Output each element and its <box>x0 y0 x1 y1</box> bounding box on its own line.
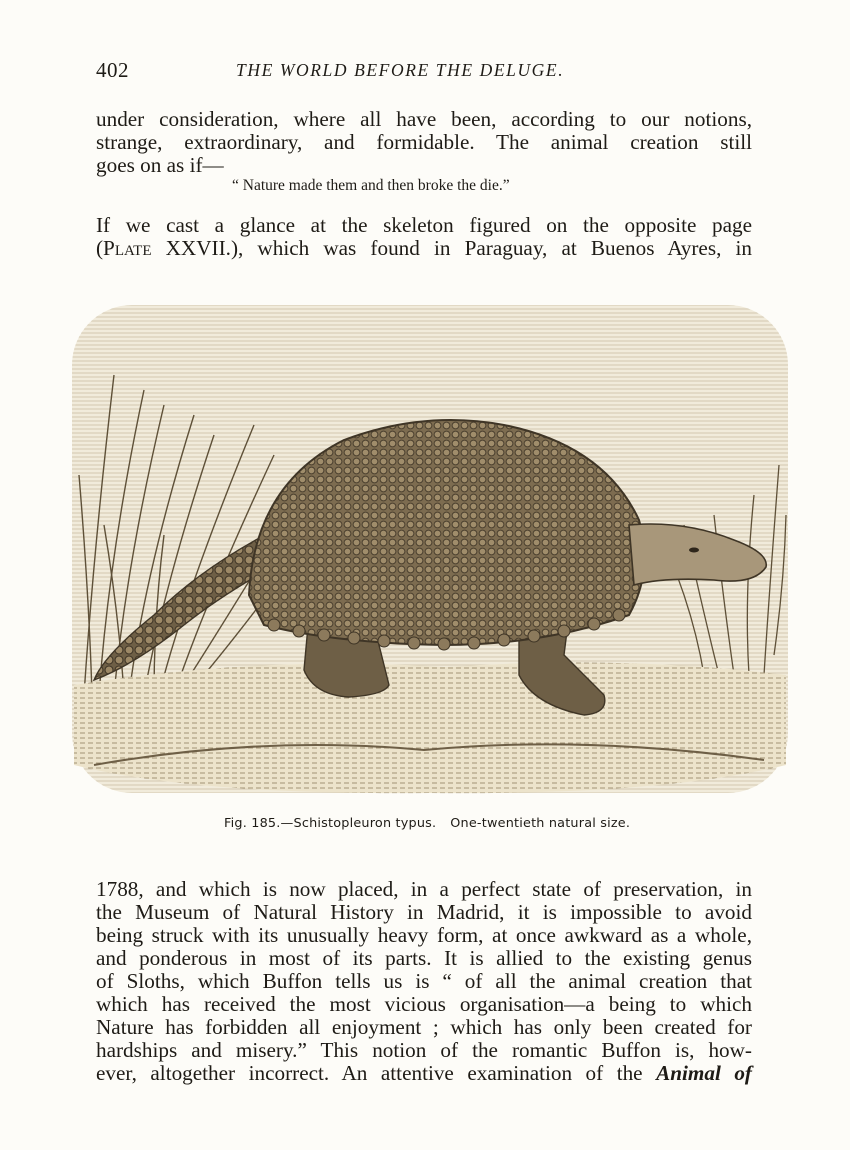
text-line: Nature has forbidden all enjoyment ; which has only been created for <box>96 1015 752 1039</box>
text-line: under consideration, where all have been, according to our notions, <box>96 107 752 131</box>
text-line: and ponderous in most of its parts. It is allied to the existing genus <box>96 946 752 970</box>
text-fragment: ever, altogether incorrect. An attentive examination of the <box>96 1061 643 1085</box>
running-head <box>96 58 752 86</box>
text-line: of Sloths, which Buffon tells us is “ of all the animal creation that <box>96 969 752 993</box>
catchword: Animal of <box>656 1061 752 1085</box>
ground <box>74 663 786 794</box>
text-line: being struck with its unusually heavy form, at once awkward as a whole, <box>96 923 752 947</box>
text-line: hardships and misery.” This notion of the romantic Buffon is, how- <box>96 1038 752 1062</box>
text-fragment: , which was found in Paraguay, at Buenos Ayres, in <box>238 236 752 260</box>
running-title: THE WORLD BEFORE THE DELUGE. <box>236 60 565 80</box>
text-line: If we cast a glance at the skeleton figured on the opposite page <box>96 213 752 237</box>
text-line: goes on as if— <box>96 153 224 177</box>
text-line: strange, extraordinary, and formidable. The animal creation still <box>96 130 752 154</box>
figure-caption <box>224 816 630 831</box>
engraving-image <box>64 295 794 805</box>
caption-label: Fig. 185.—Schistopleuron typus. <box>224 816 437 831</box>
animal-eye <box>689 548 699 553</box>
paragraph-2 <box>96 214 752 260</box>
text-line <box>96 1062 752 1085</box>
plate-reference: (Plate XXVII.) <box>96 236 238 260</box>
paragraph-3 <box>96 878 752 1085</box>
quotation: “ Nature made them and then broke the die.” <box>232 177 510 194</box>
text-line: which has received the most vicious organisation—a being to which <box>96 992 752 1016</box>
text-line: the Museum of Natural History in Madrid, it is impossible to avoid <box>96 900 752 924</box>
text-line <box>96 237 752 260</box>
figure-engraving <box>64 295 794 805</box>
paragraph-1 <box>96 108 752 177</box>
text-line: 1788, and which is now placed, in a perfect state of preservation, in <box>96 877 752 901</box>
caption-scale: One-twentieth natural size. <box>450 816 631 831</box>
page-number: 402 <box>96 58 129 82</box>
